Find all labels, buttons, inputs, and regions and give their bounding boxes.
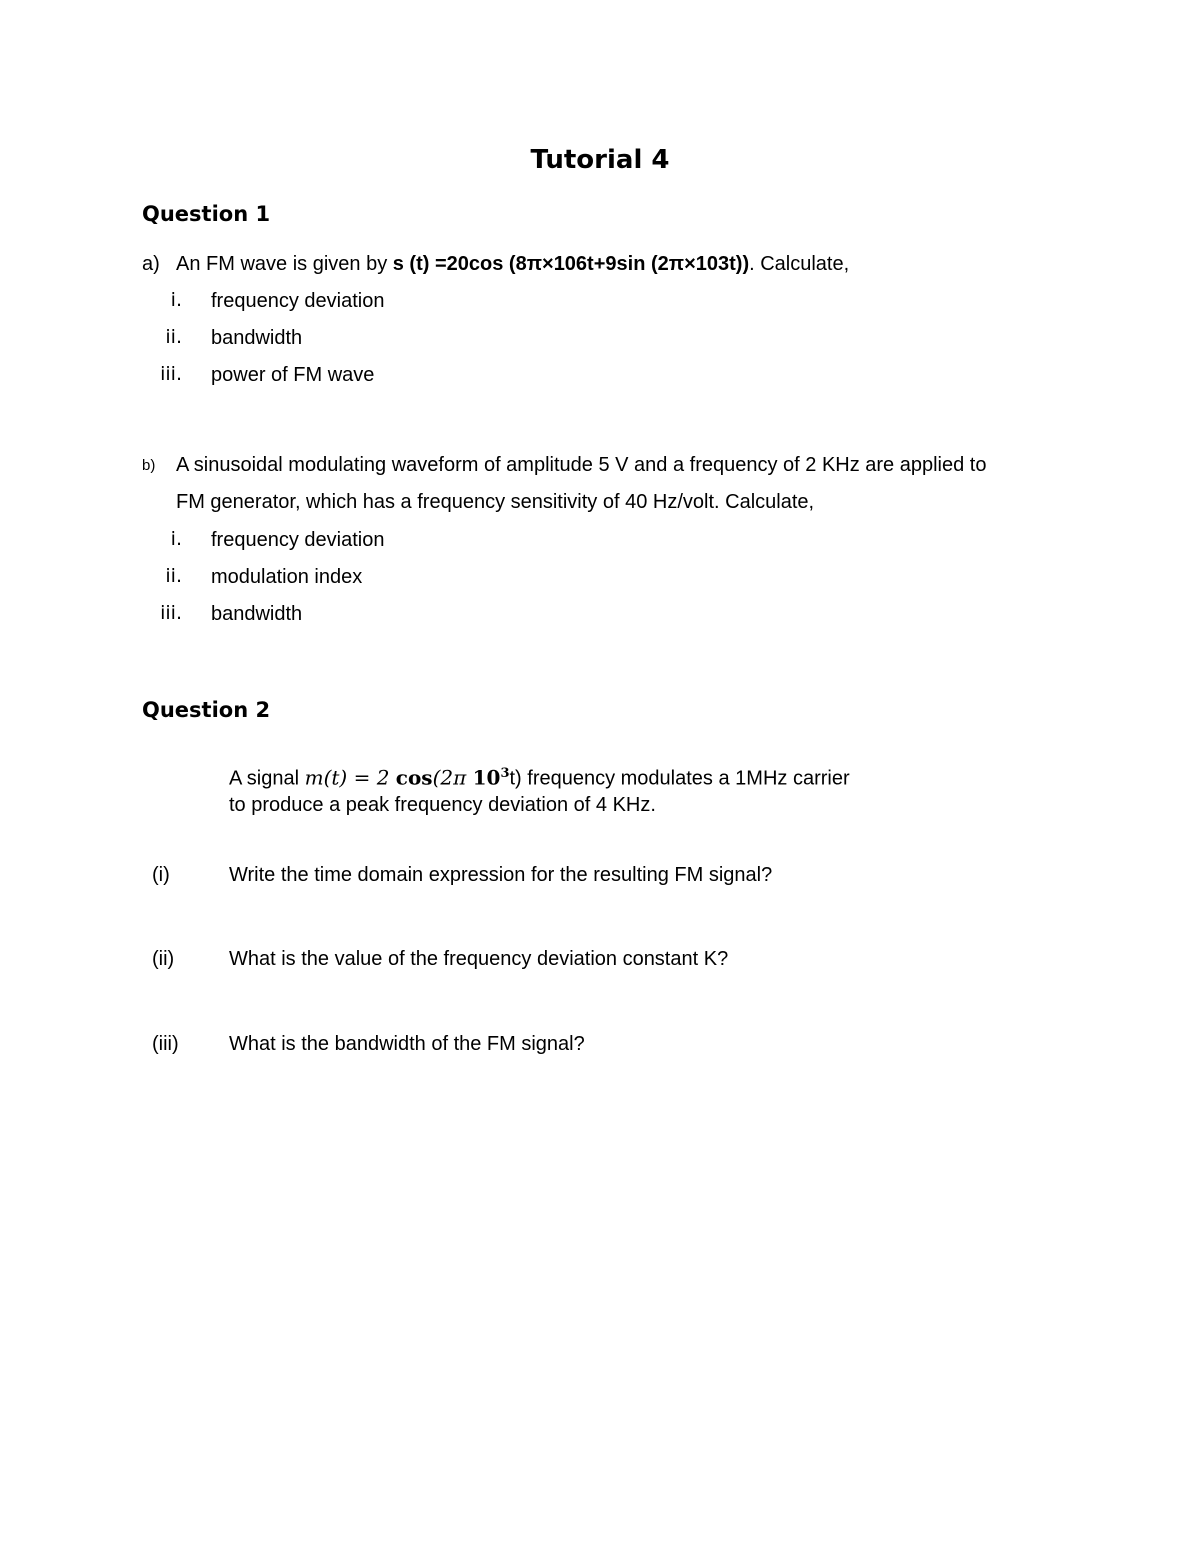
q2-intro-suffix: frequency modulates a 1MHz carrier <box>521 767 850 790</box>
q1b-item-2-num: ii. <box>165 565 182 587</box>
q1a-item-2-num: ii. <box>165 326 182 348</box>
q1b-item-1-num: i. <box>170 528 182 550</box>
q1-part-a-expression: s (t) =20cos (8π×106t+9sin (2π×103t)) <box>392 253 750 275</box>
q2-math-arg: (2π <box>432 765 473 790</box>
q2-intro-line-2: to produce a peak frequency deviation of 4 KHz. <box>229 794 656 816</box>
q1a-item-1-text: frequency deviation <box>211 290 385 312</box>
q2-math-cos: cos <box>395 765 433 790</box>
q1a-item-3-text: power of FM wave <box>211 364 375 386</box>
q1-part-b-line-2: FM generator, which has a frequency sensitivity of 40 Hz/volt. Calculate, <box>176 491 815 513</box>
page-title: Tutorial 4 <box>530 145 670 175</box>
q1b-item-2-text: modulation index <box>211 566 363 588</box>
q2-math-t: t) <box>509 767 522 790</box>
q1-part-a-label: a) <box>142 253 160 275</box>
q2-item-1-text: Write the time domain expression for the resulting FM signal? <box>229 864 773 886</box>
q1-part-a-statement <box>176 252 849 276</box>
q2-item-2-num: (ii) <box>152 948 175 970</box>
q1-part-b-line-1: A sinusoidal modulating waveform of amplitude 5 V and a frequency of 2 KHz are applied to <box>176 454 987 476</box>
q1-part-a-prefix: An FM wave is given by <box>176 253 393 275</box>
q2-item-1-num: (i) <box>152 864 170 886</box>
q2-intro-prefix: A signal <box>229 767 305 790</box>
q2-item-2-text: What is the value of the frequency deviation constant K? <box>229 948 729 970</box>
q1b-item-3-num: iii. <box>160 602 182 624</box>
q1a-item-2-text: bandwidth <box>211 327 303 349</box>
question-1-heading: Question 1 <box>142 202 271 226</box>
q2-item-3-text: What is the bandwidth of the FM signal? <box>229 1033 585 1055</box>
q1-part-a-suffix: . Calculate, <box>749 253 850 275</box>
q1b-item-3-text: bandwidth <box>211 603 303 625</box>
q2-intro-line-1 <box>229 762 850 791</box>
q1a-item-3-num: iii. <box>160 363 182 385</box>
q2-math-exp: 3 <box>500 766 510 781</box>
q2-math-base: 10 <box>472 765 501 790</box>
question-2-heading: Question 2 <box>142 698 271 722</box>
q1a-item-1-num: i. <box>170 289 182 311</box>
q1b-item-1-text: frequency deviation <box>211 529 385 551</box>
q2-item-3-num: (iii) <box>152 1033 179 1055</box>
q1-part-b-label: b) <box>142 457 156 474</box>
q2-math-m: m(t) = 2 <box>304 765 396 790</box>
